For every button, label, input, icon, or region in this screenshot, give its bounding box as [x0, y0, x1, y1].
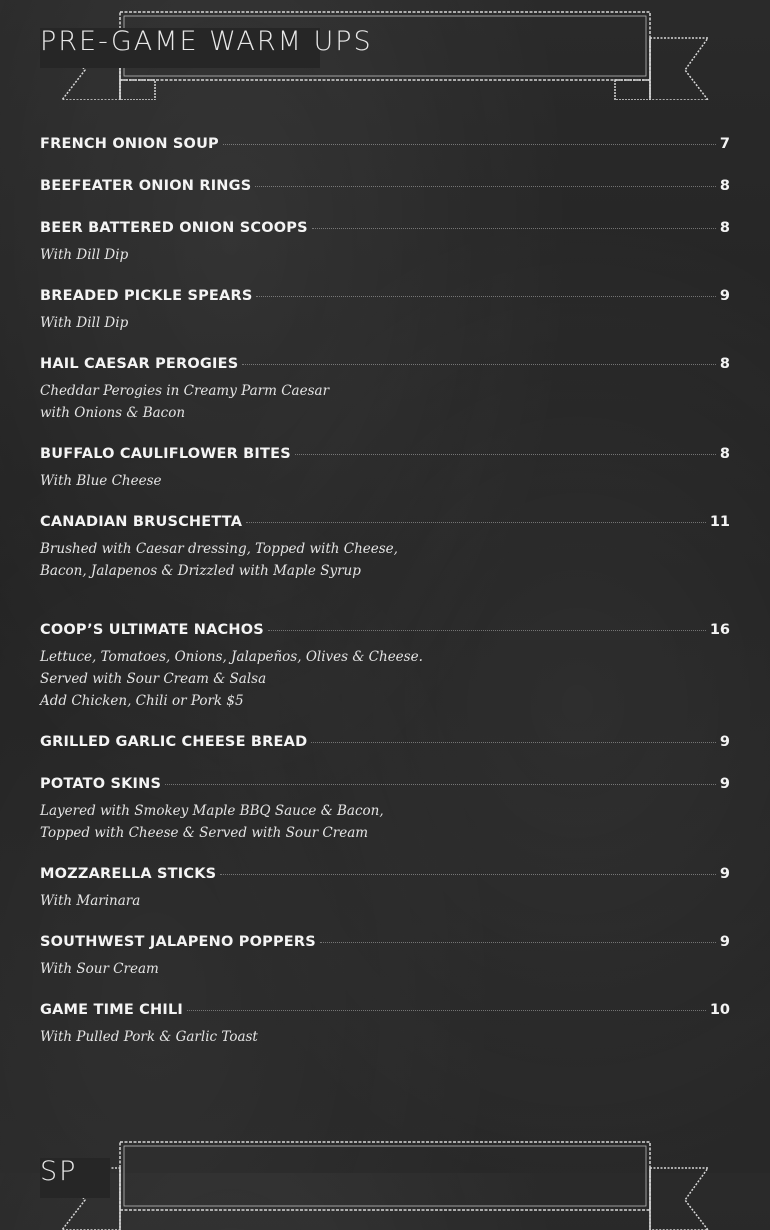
menu-item-description	[40, 470, 730, 492]
menu-item-price: 9	[719, 934, 730, 950]
dotted-leader	[223, 144, 716, 145]
description-line: Add Chicken, Chili or Pork $5	[40, 693, 244, 709]
menu-item-price: 16	[709, 622, 730, 638]
dotted-leader	[320, 942, 716, 943]
menu-item	[40, 446, 730, 492]
section-title: SP	[40, 1156, 78, 1187]
ribbon-banner-graphic	[40, 1138, 730, 1230]
menu-item	[40, 1002, 730, 1048]
menu-item-price: 9	[719, 288, 730, 304]
dotted-leader	[312, 228, 716, 229]
dotted-leader	[311, 742, 716, 743]
menu-item	[40, 776, 730, 844]
description-line: With Blue Cheese	[40, 473, 162, 489]
menu-item-name: MOZZARELLA STICKS	[40, 866, 217, 882]
description-line: Brushed with Caesar dressing, Topped with Cheese,	[40, 541, 398, 557]
description-line: With Pulled Pork & Garlic Toast	[40, 1029, 258, 1045]
menu-item-description	[40, 538, 730, 582]
menu-item-description	[40, 890, 730, 912]
menu-item-description	[40, 244, 730, 266]
section-title: PRE-GAME WARM UPS	[40, 26, 373, 57]
description-line: With Sour Cream	[40, 961, 159, 977]
description-line: with Onions & Bacon	[40, 405, 186, 421]
menu-item-price: 8	[719, 178, 730, 194]
dotted-leader	[242, 364, 716, 365]
dotted-leader	[220, 874, 716, 875]
menu-item-price: 8	[719, 446, 730, 462]
section-banner	[40, 8, 730, 100]
menu-item	[40, 734, 730, 754]
menu-item	[40, 288, 730, 334]
dotted-leader	[295, 454, 716, 455]
menu-item-description	[40, 312, 730, 334]
menu-item-name: POTATO SKINS	[40, 776, 162, 792]
menu-item-name: CANADIAN BRUSCHETTA	[40, 514, 243, 530]
menu-item-name: BREADED PICKLE SPEARS	[40, 288, 253, 304]
menu-item-name: BEEFEATER ONION RINGS	[40, 178, 252, 194]
section-banner	[40, 1138, 730, 1230]
menu-item-price: 11	[709, 514, 730, 530]
menu-item	[40, 514, 730, 582]
menu-item-name: FRENCH ONION SOUP	[40, 136, 219, 152]
description-line: Bacon, Jalapenos & Drizzled with Maple Syrup	[40, 563, 361, 579]
menu-item-name: HAIL CAESAR PEROGIES	[40, 356, 239, 372]
menu-item-name: GAME TIME CHILI	[40, 1002, 183, 1018]
description-line: With Marinara	[40, 893, 141, 909]
menu-item-price: 8	[719, 220, 730, 236]
description-line: Cheddar Perogies in Creamy Parm Caesar	[40, 383, 330, 399]
menu-list	[40, 136, 730, 1070]
dotted-leader	[165, 784, 716, 785]
dotted-leader	[256, 296, 715, 297]
description-line: Lettuce, Tomatoes, Onions, Jalapeños, Olives & Cheese.	[40, 649, 423, 665]
description-line: With Dill Dip	[40, 247, 129, 263]
menu-item-name: GRILLED GARLIC CHEESE BREAD	[40, 734, 308, 750]
menu-item-name: COOP’S ULTIMATE NACHOS	[40, 622, 264, 638]
menu-item	[40, 220, 730, 266]
dotted-leader	[246, 522, 706, 523]
description-line: With Dill Dip	[40, 315, 129, 331]
menu-item-price: 8	[719, 356, 730, 372]
menu-item-description	[40, 380, 730, 424]
menu-item	[40, 622, 730, 712]
dotted-leader	[255, 186, 716, 187]
menu-item	[40, 178, 730, 198]
dotted-leader	[268, 630, 706, 631]
menu-item-price: 9	[719, 734, 730, 750]
menu-item-name: BEER BATTERED ONION SCOOPS	[40, 220, 308, 236]
menu-item-price: 9	[719, 866, 730, 882]
menu-item-name: BUFFALO CAULIFLOWER BITES	[40, 446, 291, 462]
menu-item	[40, 136, 730, 156]
menu-item-price: 9	[719, 776, 730, 792]
menu-item	[40, 934, 730, 980]
menu-item-description	[40, 800, 730, 844]
menu-item-name: SOUTHWEST JALAPENO POPPERS	[40, 934, 316, 950]
description-line: Topped with Cheese & Served with Sour Cream	[40, 825, 369, 841]
description-line: Served with Sour Cream & Salsa	[40, 671, 267, 687]
menu-item-price: 7	[719, 136, 730, 152]
menu-item-description	[40, 646, 730, 712]
dotted-leader	[187, 1010, 706, 1011]
menu-item-description	[40, 1026, 730, 1048]
description-line: Layered with Smokey Maple BBQ Sauce & Bacon,	[40, 803, 384, 819]
menu-item-price: 10	[709, 1002, 730, 1018]
menu-item	[40, 866, 730, 912]
menu-item-description	[40, 958, 730, 980]
menu-item	[40, 356, 730, 424]
